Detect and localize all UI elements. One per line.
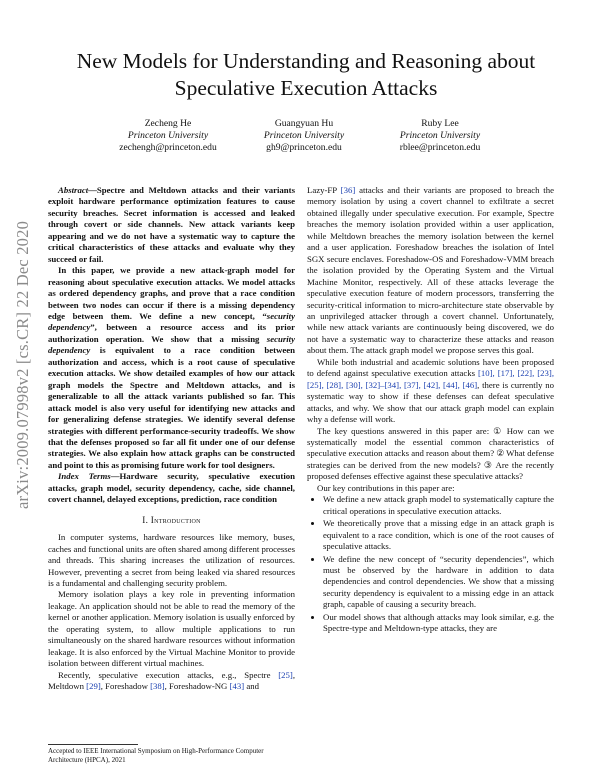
contributions-list [307, 494, 554, 634]
citation-link[interactable]: [38] [150, 681, 165, 692]
citation-link[interactable]: [29] [86, 681, 101, 692]
body-text: , there is currently no systematic way to show if these defenses can defeat speculative attacks, and why. We show that our attack graph model can explain why a defense will work. [307, 379, 555, 425]
author-affiliation: Princeton University [399, 130, 481, 141]
paper-title: New Models for Understanding and Reasoning about Speculative Execution Attacks [76, 49, 536, 100]
right-paragraph-1 [307, 185, 554, 357]
section-heading: I. Introduction [142, 514, 201, 525]
list-item: • Our model shows that although attacks may look similar, e.g. the Spectre-type and Meltdown-type attacks, they are [323, 612, 554, 635]
abstract-emphasis: security dependency [48, 310, 295, 333]
intro-text: and [244, 681, 259, 692]
abstract-text: is equivalent to a race condition between authorization and access, which is a root cause of speculative execution attacks. We show detailed examples of how our attack graph models the Spectre and Meltdown attacks, and is generalizable to all the attack variants published so far. This attack model is also very useful for identifying new attacks and for generalizing defense strategies. We identify several defense strategies with different performance-security tradeoffs. We show that the defenses proposed so far all fit under one of our defense strategies. We also explain how attack graphs can be constructed and point to this as promising future work for tool designers. [48, 345, 295, 470]
list-item: • We define the new concept of “security dependencies”, which must be observed by the hardware in addition to data dependencies and control dependencies. We show that a missing security dependency is equivalent to a missing edge in an attack graph, capable of causing a security breach. [323, 554, 554, 611]
citation-link[interactable]: [36] [340, 185, 356, 195]
abstract-text: ”, between a resource access and its prior authorization operation. We show that a missing [48, 322, 295, 344]
body-text: While both industrial and academic solutions have been proposed to defend against speculative execution attacks [307, 356, 554, 379]
abstract-label: Abstract [58, 185, 89, 195]
author-name: Ruby Lee [421, 118, 459, 129]
author-affiliation: Princeton University [263, 130, 345, 141]
arxiv-stamp [6, 200, 40, 530]
author-name: Guangyuan Hu [274, 118, 334, 129]
intro-text: , Foreshadow-NG [164, 681, 230, 692]
citation-links[interactable]: [10], [17], [22], [23], [25], [28], [30], [32]–[34], [37], [42], [44], [46] [307, 368, 555, 390]
intro-text: Recently, speculative execution attacks, e.g., Spectre [58, 669, 279, 680]
author-email: zechengh@princeton.edu [119, 142, 217, 153]
citation-link[interactable]: [43] [229, 681, 245, 692]
intro-text: , Foreshadow [100, 681, 151, 692]
right-paragraph-3: The key questions answered in this paper are: ① How can we systematically model the essential common characteristics of speculative execution attacks and reason about them? ② What defense strategies can be derived from the new models? ③ Are the recently proposed defenses effective against these speculative attacks? [307, 425, 554, 482]
abstract: Abstract—Spectre and Meltdown attacks and their variants exploit hardware performance optimization features to cause security breaches. Secret information is accessed and leaked through covert or side channels. New attack variants keep appearing and we do not have a systematic way to capture the critical characteristics of these attacks and evaluate why they succeed or fail. [48, 185, 295, 264]
index-terms-label: Index Terms [58, 471, 111, 482]
abstract-emphasis: security dependency [48, 333, 295, 356]
citation-link[interactable]: [25] [278, 669, 293, 680]
left-column [48, 185, 295, 692]
abstract-paragraph-2 [48, 265, 295, 471]
list-item: • We theoretically prove that a missing edge in an attack graph is equivalent to a race condition, which is one of the root causes of speculative attacks. [323, 518, 554, 552]
index-terms-text: Hardware security, speculative execution attacks, graph model, security dependency, cache, side channel, covert channel, delayed exceptions, prediction, race condition [48, 471, 296, 505]
body-text: attacks and their variants are proposed to breach the memory isolation by using a covert channel to exfiltrate a secret obtained illegally under speculative execution. For example, Spectre breaches the memory isolation provided within a user application, while Meltdown breaches the memory isolation between the kernel and a user application. Foreshadow breaches the isolation of Intel SGX secure enclaves. Foreshadow-OS and Foreshadow-VMM breach the isolation provided by the Operating System and the Virtual Machine Monitor, respectively. All of these attacks leverage the speculative execution feature of modern processors, transferring the security-critical information to micro-architecture state observable by an unprivileged attacker through a covert channel. Unfortunately, while new attack variants are continuously being discovered, we do not have a systematic way to characterize these attacks and reason about them. The attack graph model we propose serves this goal. [307, 185, 555, 356]
right-column [307, 185, 554, 636]
author-affiliation: Princeton University [127, 130, 209, 141]
abstract-p1: Spectre and Meltdown attacks and their variants exploit hardware performance optimization features to cause security breaches. Secret information is accessed and leaked through covert or side channels. New attack variants keep appearing and we do not have a systematic way to capture the critical characteristics of these attacks and evaluate why they succeed or fail. [48, 185, 295, 264]
list-item: • We define a new attack graph model to systematically capture the critical operations in speculative execution attacks. [323, 494, 554, 517]
author-email: gh9@princeton.edu [266, 142, 342, 153]
author-email: rblee@princeton.edu [399, 142, 481, 153]
intro-paragraph-2: Memory isolation plays a key role in preventing information leakage. An application should not be able to read the memory of the kernel or another application. Memory isolation is usually enforced by the operating system, to allow multiple applications to run simultaneously on the shared hardware resources without information leakage. It is also enforced by the Virtual Machine Monitor to provide isolation between different virtual machines. [48, 589, 295, 669]
author-name: Zecheng He [144, 118, 192, 129]
footnote-rule [48, 744, 138, 745]
body-text: Lazy-FP [307, 185, 341, 195]
right-paragraph-4: Our key contributions in this paper are: [317, 482, 455, 493]
intro-paragraph-1: In computer systems, hardware resources like memory, buses, caches and functional units are often shared among different processes and threads. This sharing increases the utilization of resources. However, preventing a secret from being leaked via shared resources is a fundamental and challenging security problem. [48, 532, 295, 588]
intro-text: , Meltdown [48, 669, 295, 692]
author-3 [360, 118, 520, 154]
intro-paragraph-3 [48, 670, 295, 693]
index-terms: Index Terms—Hardware security, speculative execution attacks, graph model, security dependency, cache, side channel, covert channel, delayed exceptions, prediction, race condition [48, 471, 296, 505]
abstract-text: In this paper, we provide a new attack-graph model for reasoning about speculative execution attacks. We model attacks as ordered dependency graphs, and prove that a race condition between two nodes can occur if there is a missing dependency edge between them. We define a new concept, “ [48, 265, 295, 321]
arxiv-stamp-text: arXiv:2009.07998v2 [cs.CR] 22 Dec 2020 [13, 220, 32, 510]
footnote: Accepted to IEEE International Symposium on High-Performance Computer Architecture (HPCA), 2021 [48, 747, 264, 764]
right-paragraph-2 [307, 357, 554, 426]
